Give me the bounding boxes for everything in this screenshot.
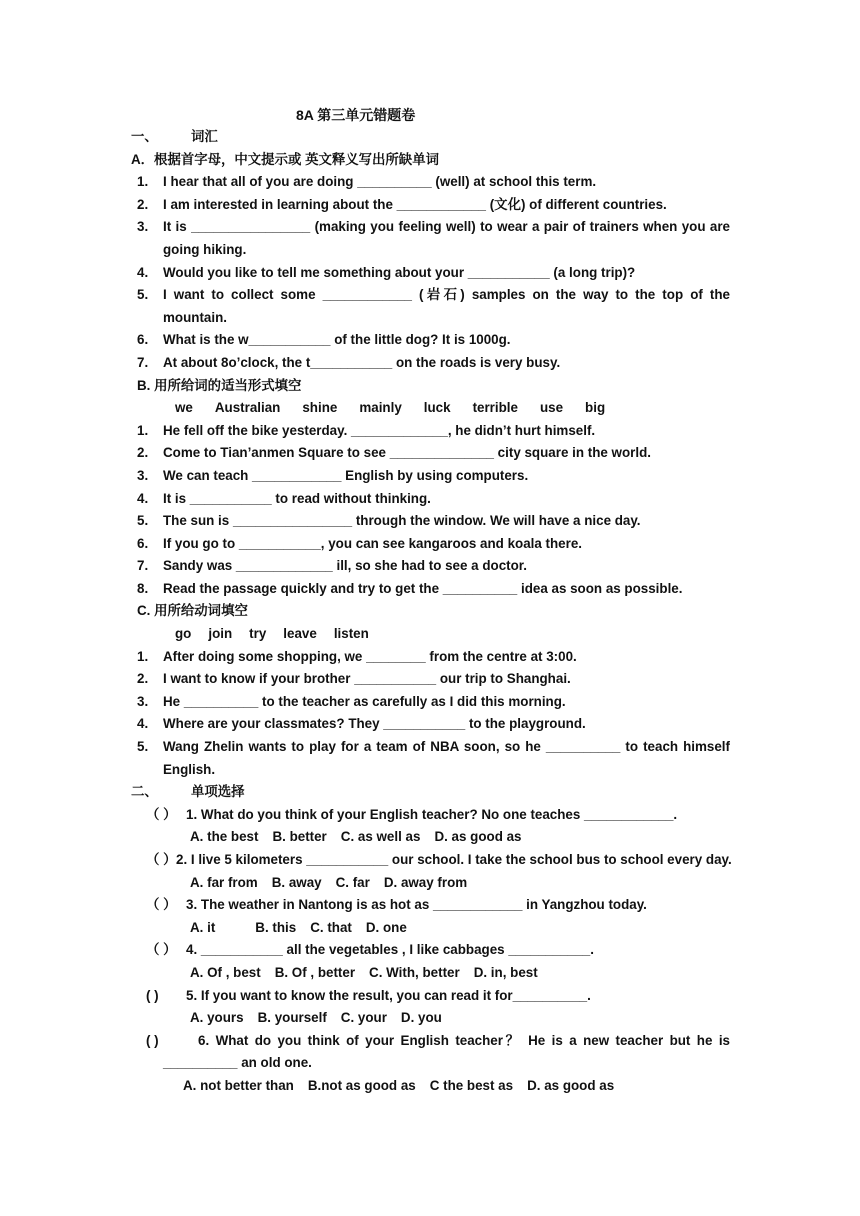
mc-question-1: （ ） 1. What do you think of your English teacher? No one teaches ____________. (146, 806, 678, 822)
mc-question-4: （ ） 4. ___________ all the vegetables , I like cabbages ___________. (146, 942, 594, 958)
question-b6: 6. If you go to ___________, you can see kangaroos and koala there. (137, 535, 583, 551)
question-a4: 4. Would you like to tell me something about your ___________ (a long trip)? (137, 264, 636, 280)
question-b7: 7. Sandy was _____________ ill, so she had to see a doctor. (137, 558, 527, 574)
question-c2: 2. I want to know if your brother ___________ our trip to Shanghai. (137, 671, 571, 687)
question-a3: 3. It is ________________ (making you feeling well) to wear a pair of trainers when you are (137, 219, 730, 235)
question-a5: 5. I want to collect some ____________ (岩石) samples on the way to the top of the (137, 287, 730, 303)
question-b8: 8. Read the passage quickly and try to get the __________ idea as soon as possible. (137, 580, 683, 596)
question-a3-continued: going hiking. (163, 241, 247, 257)
mc-options-4: A. Of , best B. Of , better C. With, better D. in, best (190, 964, 538, 980)
mc-options-1: A. the best B. better C. as well as D. as good as (190, 829, 522, 845)
page-title: 8A 第三单元错题卷 (296, 107, 416, 123)
part-c-heading: C. 用所给动词填空 (137, 603, 248, 619)
section-1-heading (0, 126, 860, 149)
mc-question-3: （ ） 3. The weather in Nantong is as hot as ____________ in Yangzhou today. (146, 897, 647, 913)
section-label: 单项选择 (191, 784, 245, 800)
section-number: 二、 (131, 784, 158, 800)
question-a1: 1. I hear that all of you are doing __________ (well) at school this term. (137, 174, 597, 190)
mc-options-3: A. it B. this C. that D. one (190, 919, 407, 935)
question-c5: 5. Wang Zhelin wants to play for a team of NBA soon, so he __________ to teach himself (137, 739, 730, 755)
question-a2: 2. I am interested in learning about the ____________ (文化) of different countries. (137, 196, 667, 212)
part-b-word-bank: we Australian shine mainly luck terrible use big (175, 400, 606, 416)
question-c3: 3. He __________ to the teacher as carefully as I did this morning. (137, 693, 566, 709)
section-label: 词汇 (191, 129, 218, 144)
section-2-heading (0, 781, 860, 804)
question-b3: 3. We can teach ____________ English by using computers. (137, 467, 529, 483)
question-a5-continued: mountain. (163, 309, 227, 325)
question-b5: 5. The sun is ________________ through the window. We will have a nice day. (137, 513, 641, 529)
question-c4: 4. Where are your classmates? They ___________ to the playground. (137, 716, 586, 732)
section-number: 一、 (131, 129, 158, 144)
mc-question-5: ( ) 5. If you want to know the result, you can read it for__________. (146, 987, 591, 1003)
part-c-word-bank: go join try leave listen (175, 626, 369, 642)
question-b1: 1. He fell off the bike yesterday. _____________, he didn’t hurt himself. (137, 422, 596, 438)
mc-options-2: A. far from B. away C. far D. away from (190, 874, 468, 890)
question-b2: 2. Come to Tian’anmen Square to see ______________ city square in the world. (137, 445, 651, 461)
part-a-heading: A．根据首字母，中文提示或 英文释义写出所缺单词 (131, 151, 439, 167)
question-c1: 1. After doing some shopping, we ________ from the centre at 3:00. (137, 648, 577, 664)
mc-options-5: A. yours B. yourself C. your D. you (190, 1010, 442, 1026)
mc-question-6: ( ) 6. What do you think of your English teacher？ He is a new teacher but he is (146, 1032, 730, 1048)
mc-options-6: A. not better than B.not as good as C the best as D. as good as (183, 1077, 615, 1093)
question-b4: 4. It is ___________ to read without thinking. (137, 490, 431, 506)
worksheet-body (0, 126, 860, 1098)
question-a6: 6. What is the w___________ of the little dog? It is 1000g. (137, 332, 511, 348)
question-a7: 7. At about 8o’clock, the t___________ on the roads is very busy. (137, 354, 561, 370)
question-c5-continued: English. (163, 761, 216, 777)
mc-question-2: （ ）2. I live 5 kilometers ___________ our school. I take the school bus to school every day. (146, 852, 732, 867)
mc-question-6-continued: __________ an old one. (163, 1055, 312, 1071)
part-b-heading: B. 用所给词的适当形式填空 (137, 377, 302, 393)
